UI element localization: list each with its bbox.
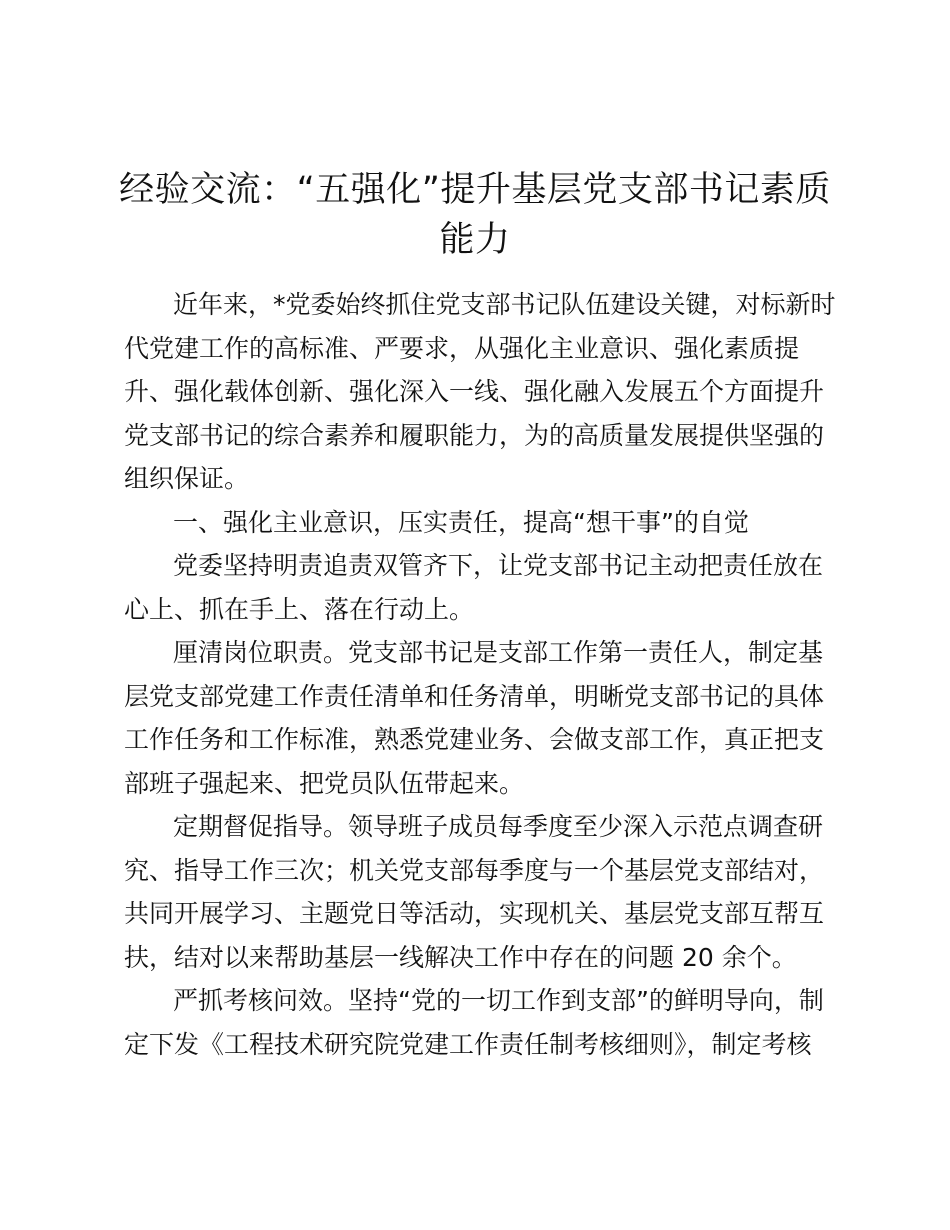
paragraph-line: 近年来，*党委始终抓住党支部书记队伍建设关键，对标新时 bbox=[173, 290, 836, 319]
paragraph-line: 严抓考核问效。坚持“党的一切工作到支部”的鲜明导向，制 bbox=[173, 986, 824, 1015]
paragraph-line: 共同开展学习、主题党日等活动，实现机关、基层党支部互帮互 bbox=[124, 899, 825, 928]
paragraph-line: 层党支部党建工作责任清单和任务清单，明晰党支部书记的具体 bbox=[124, 682, 825, 711]
document-title-line-2: 能力 bbox=[439, 220, 511, 260]
paragraph-line: 部班子强起来、把党员队伍带起来。 bbox=[124, 769, 525, 798]
paragraph-line: 究、指导工作三次；机关党支部每季度与一个基层党支部结对， bbox=[124, 856, 825, 885]
paragraph-line: 厘清岗位职责。党支部书记是支部工作第一责任人，制定基 bbox=[173, 638, 824, 667]
paragraph-line: 定下发《工程技术研究院党建工作责任制考核细则》，制定考核 bbox=[124, 1030, 812, 1059]
paragraph-line: 升、强化载体创新、强化深入一线、强化融入发展五个方面提升 bbox=[124, 377, 825, 406]
paragraph-line: 代党建工作的高标准、严要求，从强化主业意识、强化素质提 bbox=[124, 334, 800, 363]
paragraph-line: 组织保证。 bbox=[124, 464, 250, 493]
paragraph-line: 扶，结对以来帮助基层一线解决工作中存在的问题 20 余个。 bbox=[124, 943, 797, 972]
paragraph-line: 党支部书记的综合素养和履职能力，为的高质量发展提供坚强的 bbox=[124, 421, 825, 450]
paragraph-line: 工作任务和工作标准，熟悉党建业务、会做支部工作，真正把支 bbox=[124, 725, 825, 754]
paragraph-line: 定期督促指导。领导班子成员每季度至少深入示范点调查研 bbox=[173, 812, 824, 841]
document-title-line-1: 经验交流：“五强化”提升基层党支部书记素质 bbox=[119, 170, 831, 210]
paragraph-line: 党委坚持明责追责双管齐下，让党支部书记主动把责任放在 bbox=[173, 551, 824, 580]
section-heading: 一、强化主业意识，压实责任，提高“想干事”的自觉 bbox=[173, 508, 749, 537]
paragraph-line: 心上、抓在手上、落在行动上。 bbox=[124, 595, 475, 624]
